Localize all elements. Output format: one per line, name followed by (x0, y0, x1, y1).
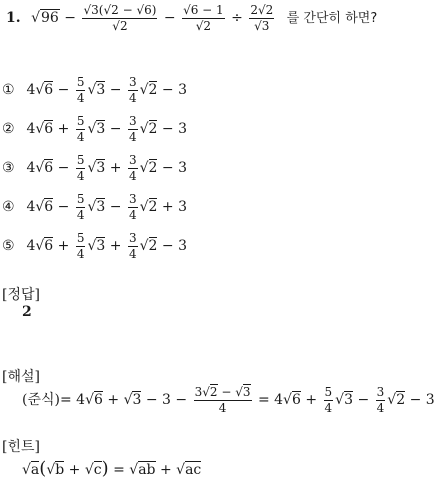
math-fraction: $\frac{√3(√2 - √6)}{√2}$ (83, 3, 157, 33)
question-number: 1. (6, 10, 21, 27)
explanation-body: (준식)= 4√6 + √3 − 3 − $\frac{3√2 - √3}{4}$ = 4√6 + $\frac{5}{4}$ √3 − $\frac{3}{4}$ √2 − 3 (22, 385, 435, 415)
hint-body: √a(√b + √c) = √ab + √ac (22, 458, 202, 479)
option-1[interactable]: ① 4√6 − $\frac{5}{4}$ √3 − $\frac{3}{4}$ √2 − 3 (2, 75, 187, 105)
option-marker: ⑤ (2, 238, 15, 255)
explanation-prefix: (준식) (22, 392, 60, 409)
math-fraction: $\frac{2√2}{√3}$ (250, 3, 274, 33)
option-5[interactable]: ⑤ 4√6 + $\frac{5}{4}$ √3 + $\frac{3}{4}$ √2 − 3 (2, 231, 187, 261)
option-marker: ③ (2, 160, 15, 177)
question-suffix: 를 간단히 하면? (286, 11, 378, 27)
option-2[interactable]: ② 4√6 + $\frac{5}{4}$ √3 − $\frac{3}{4}$ √2 − 3 (2, 114, 187, 144)
math-fraction: $\frac{√6 - 1}{√2}$ (183, 3, 224, 33)
option-marker: ② (2, 121, 15, 138)
math-term: √96 (31, 10, 59, 27)
question-line: 1. √96 − $\frac{√3(√2 - √6)}{√2}$ − $\frac{√6 - 1}{√2}$ ÷ $\frac{2√2}{√3}$ 를 간단히 하면? (6, 3, 378, 33)
option-4[interactable]: ④ 4√6 − $\frac{5}{4}$ √3 − $\frac{3}{4}$ √2 + 3 (2, 192, 187, 222)
answer-value: 2 (22, 304, 32, 320)
hint-label: [힌트] (2, 439, 40, 455)
option-3[interactable]: ③ 4√6 − $\frac{5}{4}$ √3 + $\frac{3}{4}$ √2 − 3 (2, 153, 187, 183)
explanation-label: [해설] (2, 369, 40, 385)
option-marker: ① (2, 82, 15, 99)
option-marker: ④ (2, 199, 15, 216)
answer-label: [정답] (2, 287, 40, 303)
